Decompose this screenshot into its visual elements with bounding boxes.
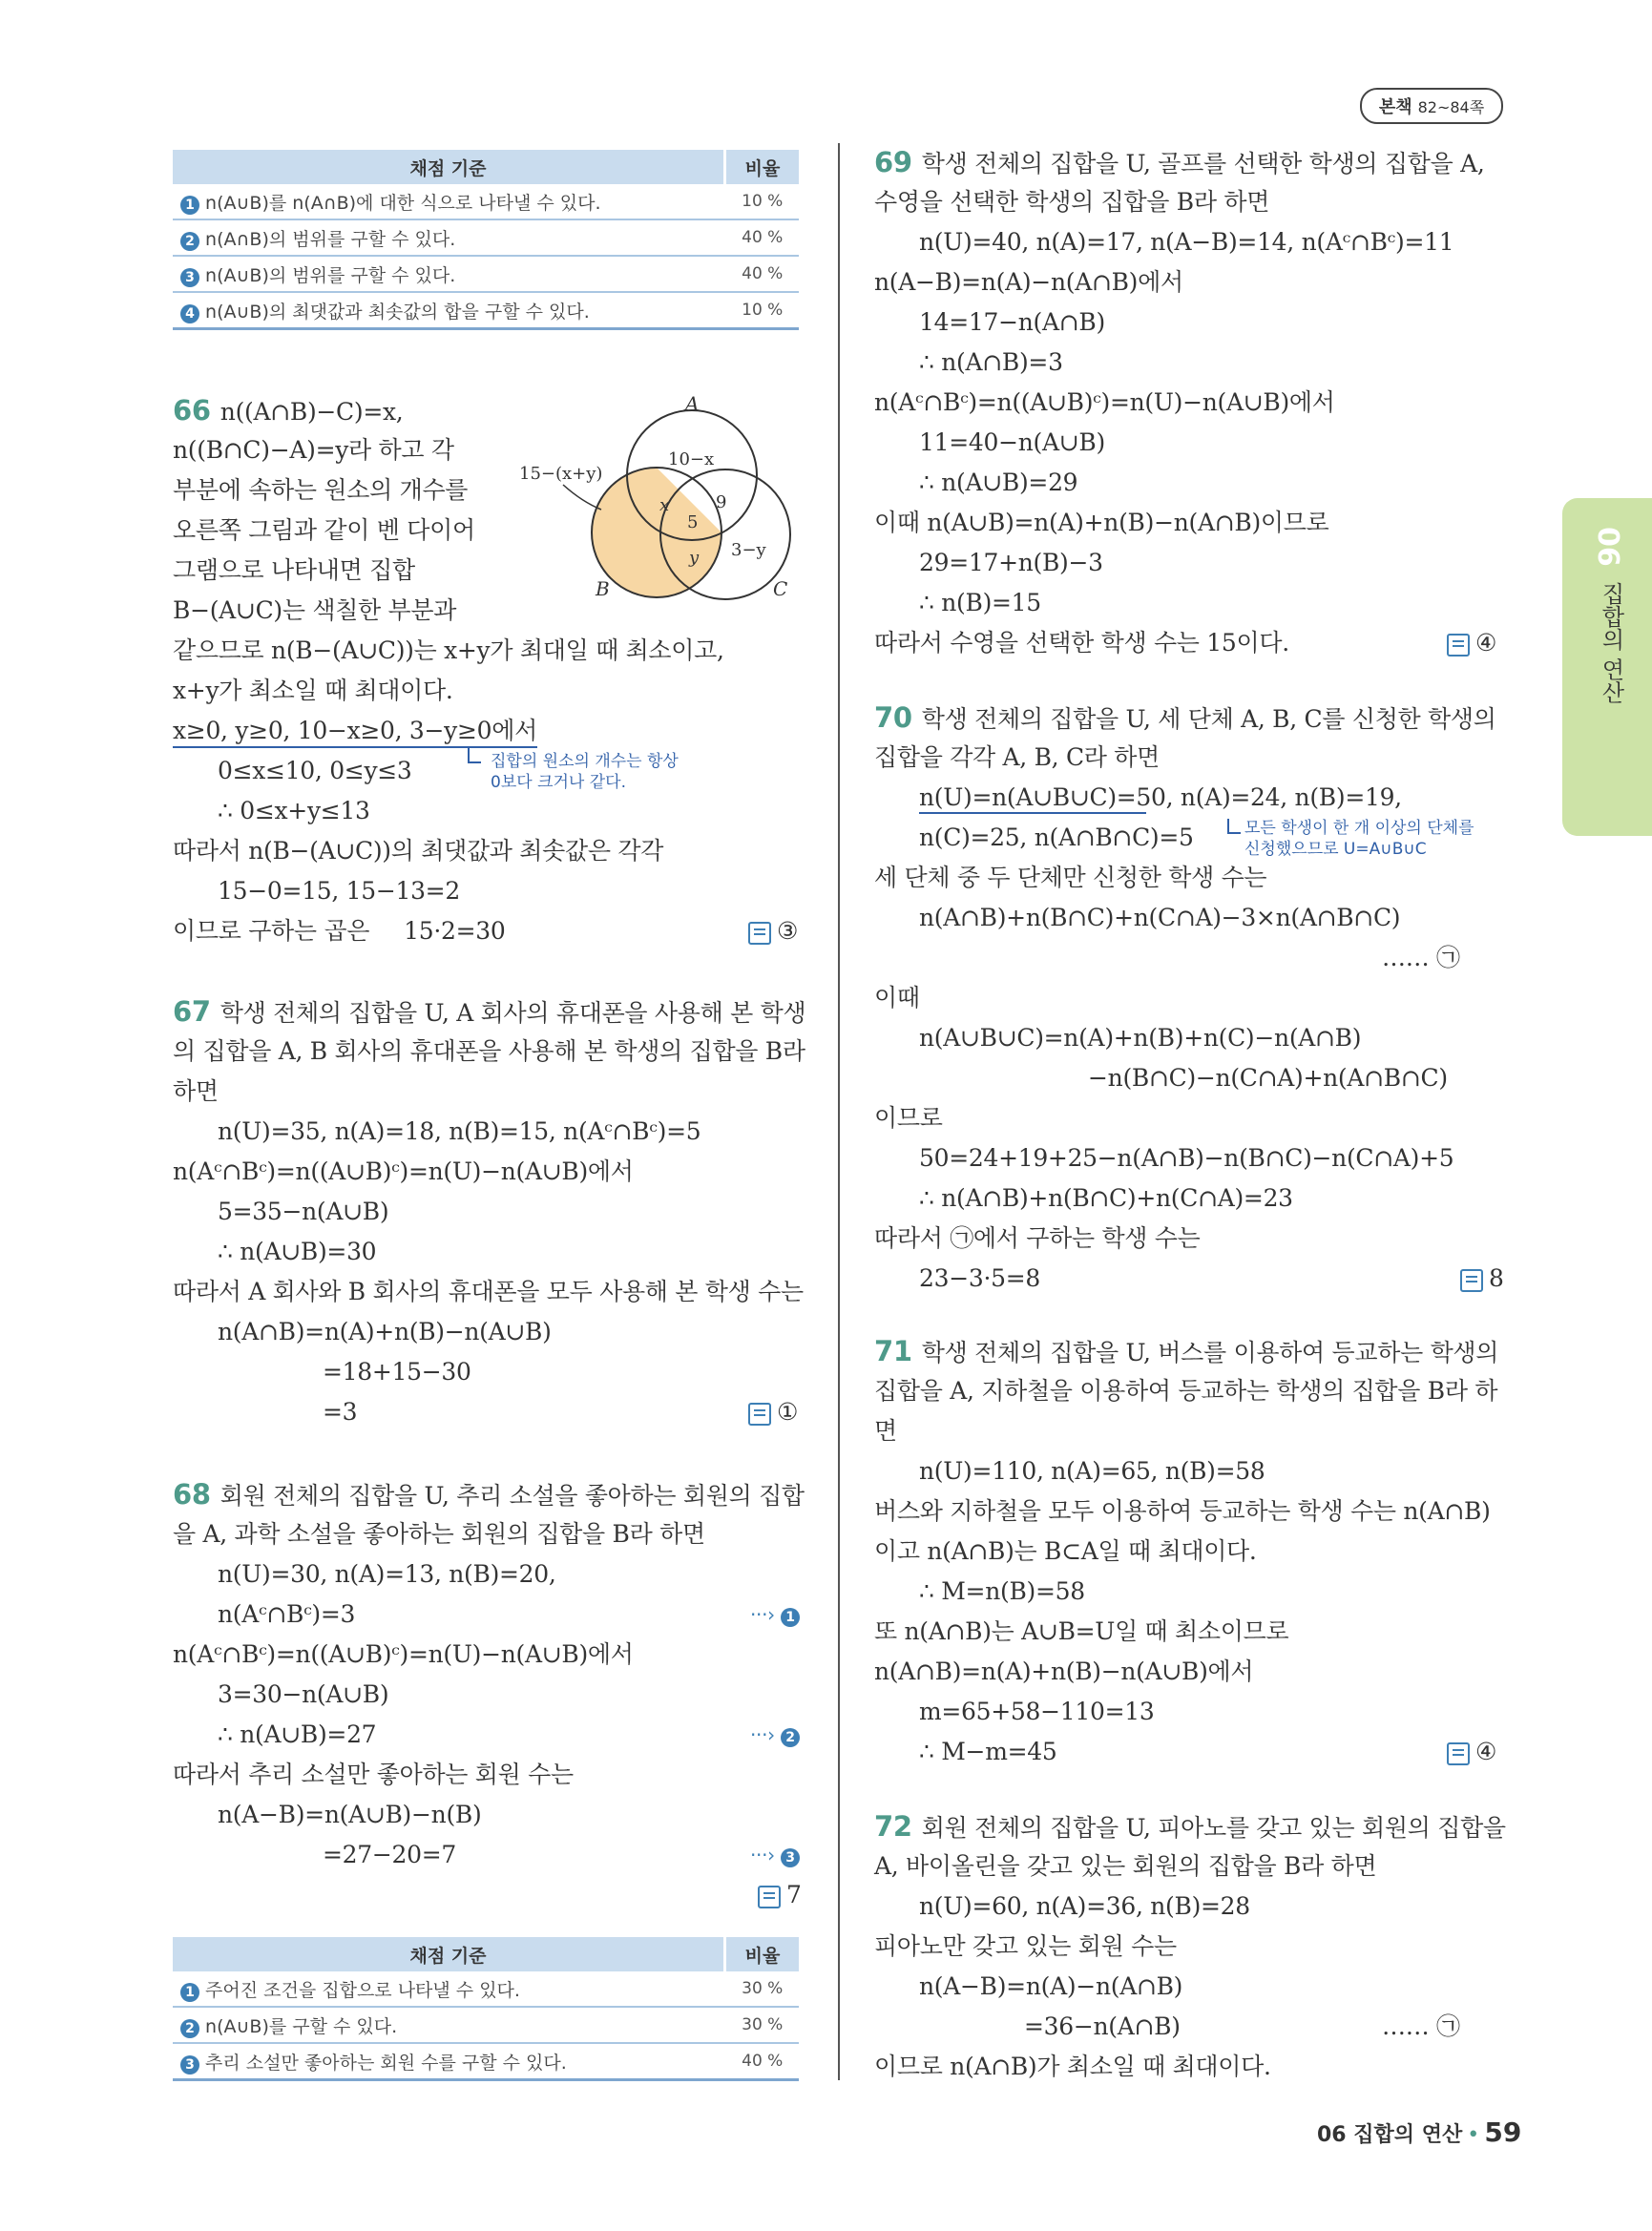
text-line: 따라서 수영을 선택한 학생 수는 15이다. xyxy=(874,629,1289,657)
ratio-value: 40 % xyxy=(725,2043,800,2080)
text-line: 이므로 n(A∩B)가 최소일 때 최대이다. xyxy=(874,2053,1271,2080)
text-line: …… ㉠ xyxy=(1382,2012,1460,2040)
region-ab: x xyxy=(659,495,670,515)
text-line: n(Aᶜ∩Bᶜ)=n((A∪B)ᶜ)=n(U)−n(A∪B)에서 xyxy=(173,1640,634,1668)
venn-diagram xyxy=(515,389,811,618)
text-line: 학생 전체의 집합을 U, 골프를 선택한 학생의 집합을 A, xyxy=(921,150,1485,177)
text-line: =36−n(A∩B) xyxy=(1024,2012,1181,2040)
text-line: 학생 전체의 집합을 U, 세 단체 A, B, C를 신청한 학생의 xyxy=(921,705,1496,733)
text-line: 이므로 구하는 곱은 xyxy=(173,917,370,945)
text-line: n(U)=n(A∪B∪C)=50, n(A)=24, n(B)=19, xyxy=(919,783,1402,811)
answer xyxy=(748,1397,798,1428)
text-line: ∴ n(A∪B)=30 xyxy=(218,1238,377,1265)
answer-value: 8 xyxy=(1489,1264,1504,1292)
text-line: n((B∩C)−A)=y라 하고 각 xyxy=(173,436,454,464)
text-line: 피아노만 갖고 있는 회원 수는 xyxy=(874,1932,1177,1960)
text-line: 버스와 지하철을 모두 이용하여 등교하는 학생 수는 n(A∩B) xyxy=(874,1497,1491,1525)
table-row xyxy=(173,184,799,219)
chapter-side-tab xyxy=(1562,498,1652,836)
text-line: ∴ M−m=45 xyxy=(919,1738,1057,1765)
answer-icon xyxy=(748,1403,771,1426)
text-line: ∴ M=n(B)=58 xyxy=(919,1577,1085,1605)
problem-number: 67 xyxy=(173,995,211,1028)
step-marker: 1 xyxy=(180,1983,199,2002)
text-line: 이때 n(A∪B)=n(A)+n(B)−n(A∩B)이므로 xyxy=(874,509,1329,536)
answer-icon xyxy=(1460,1269,1483,1292)
text-line: n(A−B)=n(A∪B)−n(B) xyxy=(218,1801,482,1828)
problem-number: 68 xyxy=(173,1478,211,1511)
criteria-text: n(A∪B)의 범위를 구할 수 있다. xyxy=(205,264,456,286)
note-line: 0보다 크거나 같다. xyxy=(491,773,626,792)
problem-number: 69 xyxy=(874,146,912,178)
label-c: C xyxy=(773,577,788,600)
text-line: 학생 전체의 집합을 U, 버스를 이용하여 등교하는 학생의 xyxy=(921,1339,1499,1366)
ratio-value: 30 % xyxy=(725,1971,800,2007)
text-line: n(A∩B)=n(A)+n(B)−n(A∪B)에서 xyxy=(874,1658,1254,1685)
text-line: 집합을 A, 지하철을 이용하여 등교하는 학생의 집합을 B라 하 xyxy=(874,1377,1498,1405)
answer-icon xyxy=(748,922,771,945)
text-line: 그램으로 나타내면 집합 xyxy=(173,556,415,584)
table-row xyxy=(173,2043,799,2080)
note-line: 집합의 원소의 개수는 항상 xyxy=(491,752,679,771)
region-ac: 9 xyxy=(716,492,727,512)
text-line: 15−0=15, 15−13=2 xyxy=(218,877,460,905)
answer xyxy=(1447,628,1496,658)
underline-mark xyxy=(919,812,1146,814)
ratio-value: 10 % xyxy=(725,184,800,219)
text-line: 3=30−n(A∪B) xyxy=(218,1680,389,1708)
text-line: n(A−B)=n(A)−n(A∩B)에서 xyxy=(874,268,1183,296)
chapter-side-tab-title: 집합의 연산 xyxy=(1598,582,1624,704)
table-row xyxy=(173,256,799,292)
scoring-table-68 xyxy=(173,1937,799,2081)
page-reference-pages: 82~84쪽 xyxy=(1417,97,1485,116)
text-line: ∴ n(A∪B)=27 xyxy=(218,1720,377,1748)
note-line: 신청했으므로 U=A∪B∪C xyxy=(1244,840,1427,859)
step-marker: 3 xyxy=(180,268,199,287)
answer-icon xyxy=(758,1886,781,1908)
step-marker: 2 xyxy=(180,2019,199,2038)
answer-value: ① xyxy=(777,1398,799,1426)
text-line: 세 단체 중 두 단체만 신청한 학생 수는 xyxy=(874,864,1267,891)
text-line: 50=24+19+25−n(A∩B)−n(B∩C)−n(C∩A)+5 xyxy=(919,1144,1454,1172)
page-number: 59 xyxy=(1484,2116,1522,2148)
region-bc: y xyxy=(689,548,700,568)
text-line: =27−20=7 xyxy=(323,1841,456,1868)
text-line: 따라서 n(B−(A∪C))의 최댓값과 최솟값은 각각 xyxy=(173,837,664,865)
text-line: n(Aᶜ∩Bᶜ)=3 xyxy=(218,1600,356,1628)
step-pointer: ···› 2 xyxy=(750,1720,800,1750)
text-line: n(U)=30, n(A)=13, n(B)=20, xyxy=(218,1560,556,1588)
table-row xyxy=(173,2007,799,2043)
ratio-value: 30 % xyxy=(725,2007,800,2043)
region-abc: 5 xyxy=(687,512,699,532)
text-line: n(C)=25, n(A∩B∩C)=5 xyxy=(919,824,1194,851)
text-line: ∴ n(A∩B)+n(B∩C)+n(C∩A)=23 xyxy=(919,1184,1293,1212)
criteria-text: n(A∩B)의 범위를 구할 수 있다. xyxy=(205,228,456,250)
chapter-side-tab-number: 06 xyxy=(1591,527,1624,567)
table-row xyxy=(173,292,799,329)
label-a: A xyxy=(685,392,700,415)
text-line: 이므로 xyxy=(874,1104,943,1132)
problem-number: 71 xyxy=(874,1335,912,1367)
step-marker: 1 xyxy=(180,196,199,215)
text-line: 하면 xyxy=(173,1077,219,1105)
answer-value: ④ xyxy=(1475,629,1497,657)
text-line: =18+15−30 xyxy=(323,1358,471,1386)
step-marker: 3 xyxy=(781,1848,800,1867)
text-line: n(Aᶜ∩Bᶜ)=n((A∪B)ᶜ)=n(U)−n(A∪B)에서 xyxy=(874,388,1335,416)
text-line: ∴ n(A∪B)=29 xyxy=(919,469,1078,496)
table-header-criteria: 채점 기준 xyxy=(173,1937,725,1971)
text-line: 회원 전체의 집합을 U, 추리 소설을 좋아하는 회원의 집합 xyxy=(220,1482,805,1510)
answer-value: 7 xyxy=(786,1881,802,1908)
answer-value: ④ xyxy=(1475,1738,1497,1765)
text-line: 14=17−n(A∩B) xyxy=(919,308,1105,336)
problem-number: 66 xyxy=(173,394,211,427)
label-pointer xyxy=(563,485,601,510)
text-line: 의 집합을 A, B 회사의 휴대폰을 사용해 본 학생의 집합을 B라 xyxy=(173,1037,805,1065)
text-line: 면 xyxy=(874,1417,897,1445)
answer xyxy=(758,1880,802,1910)
text-line: 따라서 추리 소설만 좋아하는 회원 수는 xyxy=(173,1761,574,1788)
label-b: B xyxy=(596,577,610,600)
text-line: n(Aᶜ∩Bᶜ)=n((A∪B)ᶜ)=n(U)−n(A∪B)에서 xyxy=(173,1157,634,1185)
step-marker: 1 xyxy=(781,1608,800,1627)
text-line: n(U)=35, n(A)=18, n(B)=15, n(Aᶜ∩Bᶜ)=5 xyxy=(218,1117,701,1145)
answer xyxy=(748,916,798,947)
criteria-text: n(A∪B)의 최댓값과 최솟값의 합을 구할 수 있다. xyxy=(205,301,590,323)
text-line: 을 A, 과학 소설을 좋아하는 회원의 집합을 B라 하면 xyxy=(173,1520,705,1548)
table-row xyxy=(173,1971,799,2007)
text-line: 회원 전체의 집합을 U, 피아노를 갖고 있는 회원의 집합을 xyxy=(921,1814,1506,1842)
text-line: x+y가 최소일 때 최대이다. xyxy=(173,677,453,704)
step-marker: 4 xyxy=(180,304,199,323)
answer xyxy=(1460,1263,1504,1294)
text-line: 15·2=30 xyxy=(404,917,506,945)
text-line: 11=40−n(A∪B) xyxy=(919,428,1105,456)
text-line: m=65+58−110=13 xyxy=(919,1698,1155,1725)
text-line: B−(A∪C)는 색칠한 부분과 xyxy=(173,596,457,624)
region-b-only: 15−(x+y) xyxy=(519,464,603,484)
text-line: x≥0, y≥0, 10−x≥0, 3−y≥0에서 xyxy=(173,716,537,748)
text-line: 따라서 A 회사와 B 회사의 휴대폰을 모두 사용해 본 학생 수는 xyxy=(173,1278,804,1305)
text-line: ∴ n(B)=15 xyxy=(919,589,1041,616)
step-pointer: ···› 3 xyxy=(750,1840,800,1870)
region-c-only: 3−y xyxy=(731,540,766,560)
ratio-value: 40 % xyxy=(725,219,800,256)
text-line: n(U)=110, n(A)=65, n(B)=58 xyxy=(919,1457,1265,1485)
page-footer xyxy=(1317,2116,1522,2148)
text-line: 0≤x≤10, 0≤y≤3 xyxy=(218,757,412,784)
text-line: n(A∩B)+n(B∩C)+n(C∩A)−3×n(A∩B∩C) xyxy=(919,904,1401,931)
problem-number: 70 xyxy=(874,701,912,734)
text-line: n((A∩B)−C)=x, xyxy=(220,398,404,426)
problem-number: 72 xyxy=(874,1810,912,1843)
text-line: 같으므로 n(B−(A∪C))는 x+y가 최대일 때 최소이고, xyxy=(173,636,724,664)
text-line: ∴ n(A∩B)=3 xyxy=(919,348,1063,376)
text-line: 또 n(A∩B)는 A∪B=U일 때 최소이므로 xyxy=(874,1617,1289,1645)
criteria-text: n(A∪B)를 구할 수 있다. xyxy=(205,2015,398,2037)
answer xyxy=(1447,1737,1496,1767)
text-line: 집합을 각각 A, B, C라 하면 xyxy=(874,743,1160,771)
page-reference-label: 본책 xyxy=(1378,97,1412,117)
text-line: 이때 xyxy=(874,984,920,1011)
criteria-text: n(A∪B)를 n(A∩B)에 대한 식으로 나타낼 수 있다. xyxy=(205,192,601,214)
text-line: 이고 n(A∩B)는 B⊂A일 때 최대이다. xyxy=(874,1537,1257,1565)
text-line: 오른쪽 그림과 같이 벤 다이어 xyxy=(173,516,475,544)
answer-value: ③ xyxy=(777,917,799,945)
text-line: 따라서 ㉠에서 구하는 학생 수는 xyxy=(874,1224,1201,1252)
text-line: …… ㉠ xyxy=(1382,944,1460,971)
text-line: n(U)=60, n(A)=36, n(B)=28 xyxy=(919,1892,1250,1920)
column-divider xyxy=(838,143,840,2080)
text-line: n(A−B)=n(A)−n(A∩B) xyxy=(919,1972,1183,2000)
footer-dot: • xyxy=(1467,2123,1480,2147)
text-line: 부분에 속하는 원소의 개수를 xyxy=(173,476,469,504)
text-line: 5=35−n(A∪B) xyxy=(218,1198,389,1225)
text-line: 23−3·5=8 xyxy=(919,1264,1040,1292)
text-line: 학생 전체의 집합을 U, A 회사의 휴대폰을 사용해 본 학생 xyxy=(220,999,806,1027)
text-line: ∴ 0≤x+y≤13 xyxy=(218,797,370,824)
page-reference xyxy=(1360,88,1503,124)
text-line: n(U)=40, n(A)=17, n(A−B)=14, n(Aᶜ∩Bᶜ)=11 xyxy=(919,228,1454,256)
text-line: 수영을 선택한 학생의 집합을 B라 하면 xyxy=(874,188,1270,216)
step-marker: 3 xyxy=(180,2055,199,2075)
table-row xyxy=(173,219,799,256)
ratio-value: 10 % xyxy=(725,292,800,329)
answer-icon xyxy=(1447,634,1470,657)
criteria-text: 추리 소설만 좋아하는 회원 수를 구할 수 있다. xyxy=(205,2052,567,2074)
text-line: 29=17+n(B)−3 xyxy=(919,549,1103,576)
text-line: =3 xyxy=(323,1398,358,1426)
table-header-ratio: 비율 xyxy=(725,1937,800,1971)
scoring-table-65 xyxy=(173,150,799,330)
table-header-criteria: 채점 기준 xyxy=(173,150,725,184)
footer-chapter: 06 집합의 연산 xyxy=(1317,2123,1463,2147)
step-marker: 2 xyxy=(781,1728,800,1747)
text-line: −n(B∩C)−n(C∩A)+n(A∩B∩C) xyxy=(1088,1064,1448,1092)
text-line: n(A∩B)=n(A)+n(B)−n(A∪B) xyxy=(218,1318,552,1345)
step-marker: 2 xyxy=(180,232,199,251)
region-a-only: 10−x xyxy=(668,449,715,469)
note-line: 모든 학생이 한 개 이상의 단체를 xyxy=(1244,819,1474,838)
answer-icon xyxy=(1447,1742,1470,1765)
criteria-text: 주어진 조건을 집합으로 나타낼 수 있다. xyxy=(205,1979,520,2001)
text-line: A, 바이올린을 갖고 있는 회원의 집합을 B라 하면 xyxy=(874,1852,1377,1880)
note-bracket xyxy=(468,748,481,763)
step-pointer: ···› 1 xyxy=(750,1599,800,1630)
table-header-ratio: 비율 xyxy=(725,150,800,184)
note-bracket xyxy=(1227,819,1241,834)
text-line: n(A∪B∪C)=n(A)+n(B)+n(C)−n(A∩B) xyxy=(919,1024,1362,1052)
ratio-value: 40 % xyxy=(725,256,800,292)
